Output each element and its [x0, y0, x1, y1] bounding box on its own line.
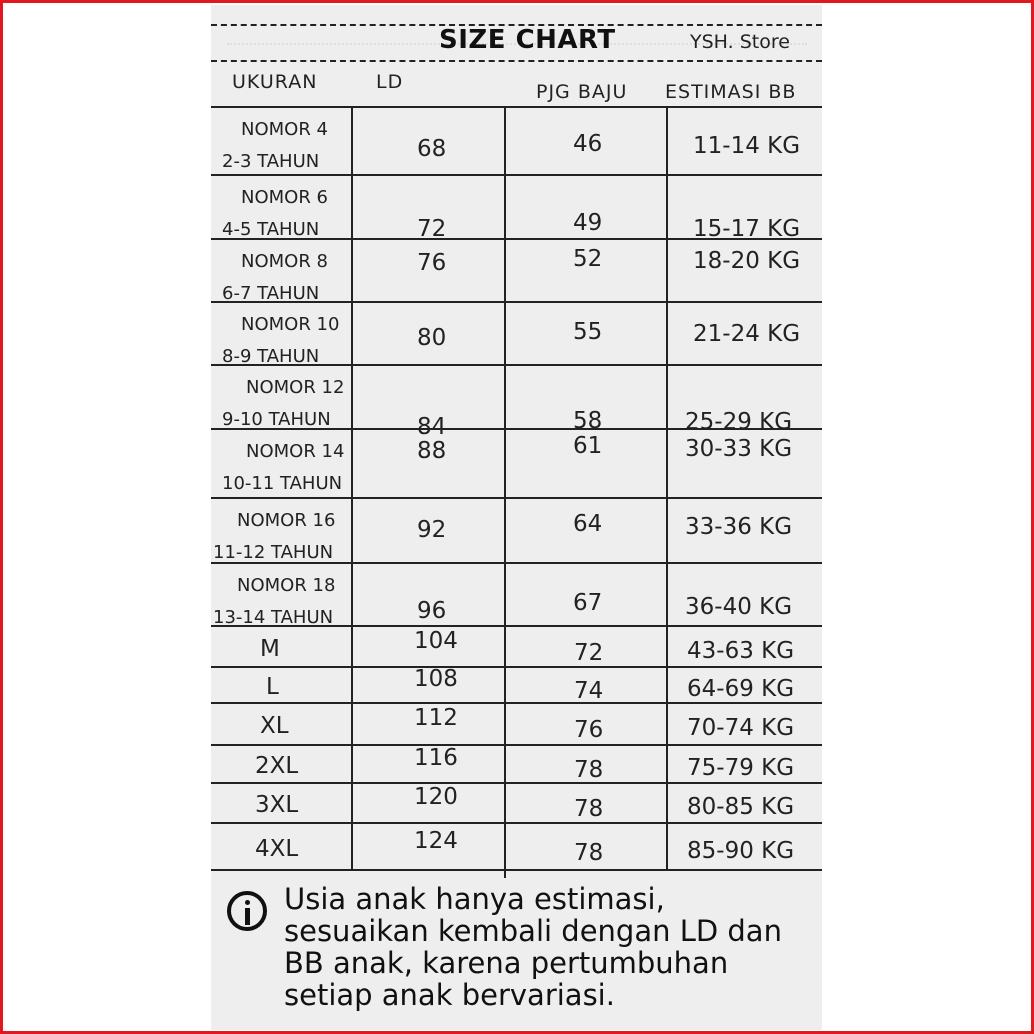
chest-value: 88 [417, 438, 447, 464]
chest-value: 112 [414, 705, 458, 731]
length-value: 52 [573, 246, 603, 272]
size-label: M [260, 636, 280, 662]
row-divider [211, 497, 822, 499]
store-name: YSH. Store [690, 31, 790, 53]
size-label: 2XL [255, 753, 299, 779]
size-age: 11-12 TAHUN [213, 542, 334, 563]
note-text: Usia anak hanya estimasi, sesuaikan kembali dengan LD dan BB anak, karena pertumbuhan setiap anak bervariasi. [284, 882, 782, 1012]
length-value: 67 [573, 590, 603, 616]
chest-value: 96 [417, 598, 447, 624]
size-label: L [266, 674, 279, 700]
size-number: NOMOR 4 [241, 119, 329, 140]
header-length: PJG BAJU [536, 81, 628, 103]
chest-value: 76 [417, 250, 447, 276]
size-number: NOMOR 16 [237, 510, 336, 531]
weight-value: 15-17 KG [693, 216, 801, 242]
size-age: 9-10 TAHUN [222, 409, 331, 430]
row-divider [211, 782, 822, 784]
column-divider [351, 106, 353, 870]
size-number: NOMOR 12 [246, 377, 345, 398]
weight-value: 11-14 KG [693, 133, 801, 159]
length-value: 55 [573, 319, 603, 345]
size-label: 3XL [255, 792, 299, 818]
row-divider [211, 174, 822, 176]
row-divider [211, 822, 822, 824]
weight-value: 18-20 KG [693, 248, 801, 274]
length-value: 78 [574, 757, 604, 783]
info-icon [227, 891, 267, 931]
chest-value: 80 [417, 325, 447, 351]
size-number: NOMOR 8 [241, 251, 329, 272]
header-chest: LD [376, 71, 404, 93]
length-value: 76 [574, 717, 604, 743]
row-divider [211, 744, 822, 746]
column-divider [504, 106, 506, 878]
chest-value: 124 [414, 828, 458, 854]
size-age: 6-7 TAHUN [222, 283, 320, 304]
length-value: 58 [573, 408, 603, 434]
header-weight: ESTIMASI BB [665, 81, 797, 103]
weight-value: 36-40 KG [685, 594, 793, 620]
length-value: 78 [574, 796, 604, 822]
table-bottom-line [211, 869, 822, 871]
size-number: NOMOR 6 [241, 187, 329, 208]
size-age: 10-11 TAHUN [222, 473, 343, 494]
chest-value: 68 [417, 136, 447, 162]
bottom-dashed-line [211, 60, 822, 62]
chest-value: 92 [417, 517, 447, 543]
row-divider [211, 702, 822, 704]
size-age: 8-9 TAHUN [222, 346, 320, 367]
weight-value: 43-63 KG [687, 638, 795, 664]
size-age: 4-5 TAHUN [222, 219, 320, 240]
chest-value: 108 [414, 666, 458, 692]
weight-value: 30-33 KG [685, 436, 793, 462]
chest-value: 84 [417, 414, 447, 440]
size-label: 4XL [255, 836, 299, 862]
weight-value: 33-36 KG [685, 514, 793, 540]
length-value: 46 [573, 131, 603, 157]
size-age: 2-3 TAHUN [222, 151, 320, 172]
weight-value: 80-85 KG [687, 794, 795, 820]
size-number: NOMOR 18 [237, 575, 336, 596]
length-value: 49 [573, 210, 603, 236]
length-value: 64 [573, 511, 603, 537]
size-age: 13-14 TAHUN [213, 607, 334, 628]
weight-value: 70-74 KG [687, 715, 795, 741]
size-chart-sheet [211, 5, 822, 1030]
weight-value: 85-90 KG [687, 838, 795, 864]
weight-value: 75-79 KG [687, 755, 795, 781]
chest-value: 120 [414, 784, 458, 810]
size-number: NOMOR 10 [241, 314, 340, 335]
length-value: 61 [573, 433, 603, 459]
header-size: UKURAN [232, 71, 318, 93]
size-number: NOMOR 14 [246, 441, 345, 462]
weight-value: 21-24 KG [693, 321, 801, 347]
weight-value: 25-29 KG [685, 409, 793, 435]
chart-title: SIZE CHART [439, 25, 616, 55]
length-value: 74 [574, 678, 604, 704]
weight-value: 64-69 KG [687, 676, 795, 702]
row-divider [211, 666, 822, 668]
length-value: 72 [574, 640, 604, 666]
column-divider [666, 106, 668, 870]
chest-value: 116 [414, 745, 458, 771]
row-divider [211, 106, 822, 108]
chest-value: 104 [414, 628, 458, 654]
length-value: 78 [574, 840, 604, 866]
size-label: XL [260, 713, 289, 739]
chest-value: 72 [417, 216, 447, 242]
